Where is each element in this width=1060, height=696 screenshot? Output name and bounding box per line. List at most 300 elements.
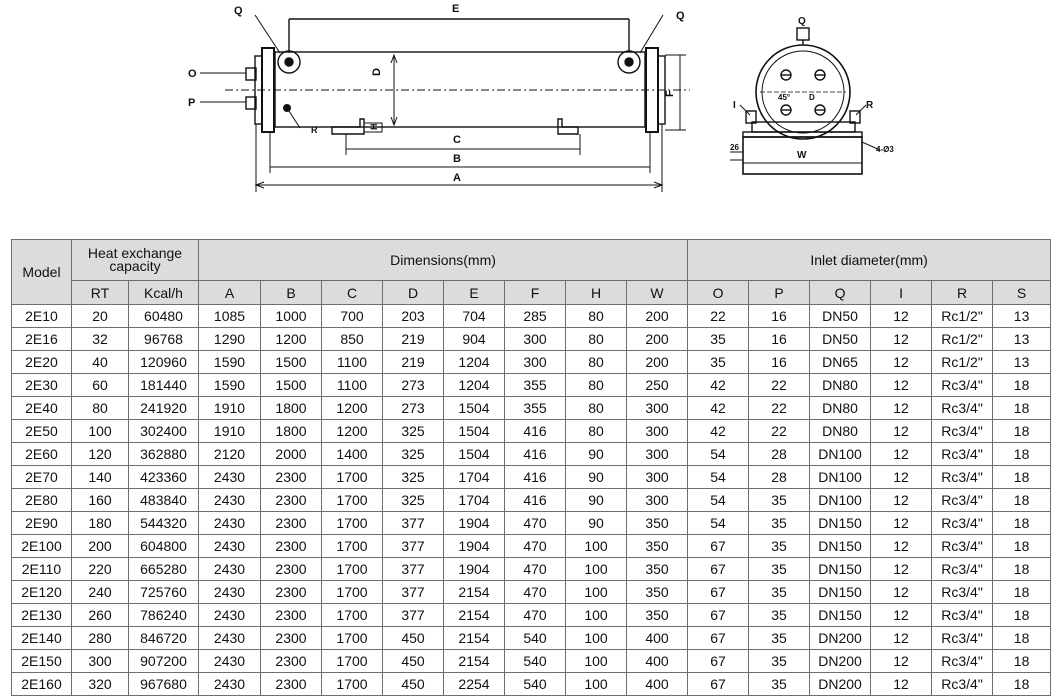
value-cell: 1904 [444, 535, 505, 558]
table-row [12, 604, 1051, 627]
value-cell: DN65 [810, 351, 871, 374]
value-cell: 67 [688, 581, 749, 604]
value-cell: 325 [383, 443, 444, 466]
value-cell: 400 [627, 673, 688, 696]
value-cell: 1800 [261, 397, 322, 420]
value-cell: 416 [505, 466, 566, 489]
label-end-hole: 4-Ø3 [876, 145, 894, 154]
value-cell: 1504 [444, 397, 505, 420]
value-cell: 12 [871, 351, 932, 374]
value-cell: 67 [688, 604, 749, 627]
value-cell: 12 [871, 512, 932, 535]
value-cell: DN80 [810, 397, 871, 420]
value-cell: 12 [871, 374, 932, 397]
value-cell: 1700 [322, 650, 383, 673]
header-inlet-col: O [688, 281, 749, 305]
value-cell: 377 [383, 535, 444, 558]
value-cell: 54 [688, 489, 749, 512]
value-cell: 18 [993, 673, 1051, 696]
value-cell: 2430 [199, 489, 261, 512]
table-row [12, 673, 1051, 696]
value-cell: DN200 [810, 650, 871, 673]
value-cell: 355 [505, 397, 566, 420]
value-cell: 12 [871, 650, 932, 673]
value-cell: 35 [688, 328, 749, 351]
model-cell: 2E50 [12, 420, 72, 443]
table-row [12, 466, 1051, 489]
value-cell: 42 [688, 397, 749, 420]
value-cell: 1000 [261, 305, 322, 328]
value-cell: 12 [871, 604, 932, 627]
header-dimension-col: A [199, 281, 261, 305]
label-c: C [453, 134, 461, 146]
value-cell: 35 [749, 489, 810, 512]
value-cell: 450 [383, 650, 444, 673]
value-cell: 35 [749, 512, 810, 535]
value-cell: Rc3/4" [932, 489, 993, 512]
value-cell: 28 [749, 443, 810, 466]
value-cell: 470 [505, 604, 566, 627]
value-cell: 18 [993, 604, 1051, 627]
value-cell: 1700 [322, 489, 383, 512]
header-dimension-col: D [383, 281, 444, 305]
value-cell: 470 [505, 558, 566, 581]
value-cell: 967680 [129, 673, 199, 696]
table-row [12, 443, 1051, 466]
table-row [12, 512, 1051, 535]
value-cell: 325 [383, 489, 444, 512]
label-end-r: R [866, 100, 874, 111]
value-cell: 2300 [261, 466, 322, 489]
value-cell: 1504 [444, 420, 505, 443]
value-cell: 80 [566, 305, 627, 328]
value-cell: 140 [72, 466, 129, 489]
value-cell: 2430 [199, 604, 261, 627]
value-cell: 850 [322, 328, 383, 351]
value-cell: 377 [383, 512, 444, 535]
value-cell: 16 [749, 351, 810, 374]
table-row [12, 328, 1051, 351]
value-cell: 604800 [129, 535, 199, 558]
label-e: E [452, 3, 460, 15]
value-cell: 2430 [199, 650, 261, 673]
value-cell: 35 [749, 673, 810, 696]
value-cell: 22 [688, 305, 749, 328]
value-cell: 1704 [444, 466, 505, 489]
value-cell: 300 [627, 466, 688, 489]
value-cell: 846720 [129, 627, 199, 650]
value-cell: 377 [383, 581, 444, 604]
value-cell: 1500 [261, 374, 322, 397]
value-cell: 203 [383, 305, 444, 328]
value-cell: 200 [627, 351, 688, 374]
value-cell: Rc3/4" [932, 673, 993, 696]
value-cell: 273 [383, 374, 444, 397]
value-cell: 1700 [322, 604, 383, 627]
value-cell: 2430 [199, 581, 261, 604]
value-cell: 60480 [129, 305, 199, 328]
value-cell: Rc1/2" [932, 351, 993, 374]
value-cell: 1700 [322, 581, 383, 604]
table-row [12, 489, 1051, 512]
model-cell: 2E30 [12, 374, 72, 397]
value-cell: 1504 [444, 443, 505, 466]
value-cell: 100 [566, 650, 627, 673]
header-capacity-group: Heat exchange capacity [72, 240, 199, 281]
value-cell: 300 [505, 351, 566, 374]
value-cell: 300 [627, 489, 688, 512]
value-cell: 1200 [322, 420, 383, 443]
table-row [12, 535, 1051, 558]
value-cell: 22 [749, 420, 810, 443]
table-row [12, 627, 1051, 650]
value-cell: DN150 [810, 604, 871, 627]
value-cell: 350 [627, 512, 688, 535]
value-cell: 12 [871, 673, 932, 696]
value-cell: 540 [505, 673, 566, 696]
value-cell: 2300 [261, 489, 322, 512]
label-h: H [369, 123, 379, 130]
value-cell: 2300 [261, 512, 322, 535]
value-cell: DN50 [810, 328, 871, 351]
value-cell: 1700 [322, 535, 383, 558]
value-cell: 325 [383, 466, 444, 489]
value-cell: 54 [688, 512, 749, 535]
value-cell: 2154 [444, 650, 505, 673]
value-cell: 80 [566, 420, 627, 443]
header-capacity-col: RT [72, 281, 129, 305]
value-cell: 544320 [129, 512, 199, 535]
model-cell: 2E16 [12, 328, 72, 351]
value-cell: 42 [688, 374, 749, 397]
table-row [12, 397, 1051, 420]
value-cell: DN100 [810, 443, 871, 466]
value-cell: Rc1/2" [932, 305, 993, 328]
value-cell: 12 [871, 558, 932, 581]
value-cell: 320 [72, 673, 129, 696]
value-cell: 2430 [199, 512, 261, 535]
value-cell: 300 [627, 397, 688, 420]
value-cell: 416 [505, 443, 566, 466]
value-cell: 2300 [261, 581, 322, 604]
value-cell: Rc3/4" [932, 535, 993, 558]
label-o: O [188, 68, 197, 80]
value-cell: 400 [627, 627, 688, 650]
value-cell: Rc3/4" [932, 627, 993, 650]
value-cell: 12 [871, 489, 932, 512]
value-cell: DN150 [810, 558, 871, 581]
model-cell: 2E60 [12, 443, 72, 466]
header-inlet-col: R [932, 281, 993, 305]
header-inlet-group: Inlet diameter(mm) [688, 240, 1051, 281]
value-cell: 80 [566, 397, 627, 420]
value-cell: 219 [383, 328, 444, 351]
value-cell: 300 [505, 328, 566, 351]
value-cell: 80 [566, 374, 627, 397]
label-end-q: Q [798, 16, 806, 27]
value-cell: 1400 [322, 443, 383, 466]
model-cell: 2E20 [12, 351, 72, 374]
value-cell: 22 [749, 374, 810, 397]
value-cell: 200 [72, 535, 129, 558]
value-cell: 18 [993, 374, 1051, 397]
value-cell: 28 [749, 466, 810, 489]
value-cell: 1100 [322, 374, 383, 397]
value-cell: Rc3/4" [932, 604, 993, 627]
value-cell: 35 [749, 604, 810, 627]
table-row [12, 558, 1051, 581]
value-cell: 241920 [129, 397, 199, 420]
value-cell: 470 [505, 581, 566, 604]
value-cell: 12 [871, 305, 932, 328]
value-cell: Rc3/4" [932, 443, 993, 466]
value-cell: 67 [688, 673, 749, 696]
value-cell: 2430 [199, 558, 261, 581]
header-dimension-col: W [627, 281, 688, 305]
value-cell: 1700 [322, 512, 383, 535]
label-end-d: D [809, 93, 815, 102]
value-cell: 18 [993, 443, 1051, 466]
label-a: A [453, 172, 461, 184]
value-cell: 2300 [261, 650, 322, 673]
value-cell: 100 [72, 420, 129, 443]
value-cell: 786240 [129, 604, 199, 627]
label-f: F [664, 90, 676, 97]
value-cell: 377 [383, 558, 444, 581]
header-inlet-col: P [749, 281, 810, 305]
value-cell: 35 [749, 627, 810, 650]
value-cell: 1910 [199, 397, 261, 420]
value-cell: Rc3/4" [932, 374, 993, 397]
value-cell: 13 [993, 351, 1051, 374]
header-dimension-col: C [322, 281, 383, 305]
label-end-26: 26 [730, 143, 739, 152]
value-cell: 2430 [199, 673, 261, 696]
value-cell: 35 [749, 558, 810, 581]
value-cell: 220 [72, 558, 129, 581]
value-cell: 273 [383, 397, 444, 420]
value-cell: 180 [72, 512, 129, 535]
value-cell: DN100 [810, 489, 871, 512]
table-row [12, 351, 1051, 374]
value-cell: 1910 [199, 420, 261, 443]
table-row [12, 581, 1051, 604]
value-cell: DN80 [810, 420, 871, 443]
value-cell: 1204 [444, 351, 505, 374]
value-cell: 540 [505, 650, 566, 673]
value-cell: 35 [749, 535, 810, 558]
value-cell: 355 [505, 374, 566, 397]
header-dimension-col: F [505, 281, 566, 305]
value-cell: Rc3/4" [932, 420, 993, 443]
table-row [12, 305, 1051, 328]
value-cell: 300 [627, 443, 688, 466]
value-cell: 40 [72, 351, 129, 374]
value-cell: 483840 [129, 489, 199, 512]
value-cell: 1704 [444, 489, 505, 512]
header-dimension-col: E [444, 281, 505, 305]
value-cell: 16 [749, 328, 810, 351]
value-cell: DN150 [810, 581, 871, 604]
value-cell: 240 [72, 581, 129, 604]
label-p: P [188, 97, 196, 109]
model-cell: 2E160 [12, 673, 72, 696]
value-cell: 350 [627, 581, 688, 604]
value-cell: Rc3/4" [932, 581, 993, 604]
value-cell: Rc3/4" [932, 558, 993, 581]
value-cell: DN200 [810, 627, 871, 650]
value-cell: 2430 [199, 466, 261, 489]
value-cell: 200 [627, 305, 688, 328]
model-cell: 2E150 [12, 650, 72, 673]
value-cell: 54 [688, 466, 749, 489]
value-cell: 1800 [261, 420, 322, 443]
value-cell: 2300 [261, 673, 322, 696]
model-cell: 2E120 [12, 581, 72, 604]
label-d: D [371, 68, 383, 76]
value-cell: DN200 [810, 673, 871, 696]
value-cell: 42 [688, 420, 749, 443]
value-cell: 18 [993, 581, 1051, 604]
value-cell: 35 [688, 351, 749, 374]
value-cell: 450 [383, 673, 444, 696]
spec-table [11, 239, 1051, 696]
value-cell: 100 [566, 673, 627, 696]
value-cell: 100 [566, 535, 627, 558]
model-cell: 2E70 [12, 466, 72, 489]
value-cell: 300 [627, 420, 688, 443]
value-cell: 18 [993, 535, 1051, 558]
label-q-left: Q [234, 5, 243, 17]
value-cell: DN100 [810, 466, 871, 489]
value-cell: 13 [993, 305, 1051, 328]
value-cell: 18 [993, 489, 1051, 512]
table-row [12, 374, 1051, 397]
value-cell: 416 [505, 420, 566, 443]
header-inlet-col: I [871, 281, 932, 305]
model-cell: 2E110 [12, 558, 72, 581]
value-cell: 12 [871, 397, 932, 420]
value-cell: 120960 [129, 351, 199, 374]
value-cell: 16 [749, 305, 810, 328]
header-inlet-col: Q [810, 281, 871, 305]
value-cell: 12 [871, 627, 932, 650]
value-cell: 18 [993, 420, 1051, 443]
value-cell: 90 [566, 489, 627, 512]
subheader-row [12, 281, 1051, 305]
value-cell: 377 [383, 604, 444, 627]
value-cell: 20 [72, 305, 129, 328]
value-cell: 67 [688, 558, 749, 581]
value-cell: 250 [627, 374, 688, 397]
label-b: B [453, 153, 461, 165]
value-cell: DN150 [810, 512, 871, 535]
value-cell: 1700 [322, 466, 383, 489]
value-cell: 904 [444, 328, 505, 351]
value-cell: 219 [383, 351, 444, 374]
value-cell: 67 [688, 535, 749, 558]
value-cell: 1204 [444, 374, 505, 397]
value-cell: 450 [383, 627, 444, 650]
model-cell: 2E10 [12, 305, 72, 328]
value-cell: 665280 [129, 558, 199, 581]
value-cell: 60 [72, 374, 129, 397]
value-cell: 18 [993, 512, 1051, 535]
value-cell: 90 [566, 466, 627, 489]
header-model: Model [12, 240, 72, 305]
value-cell: 1290 [199, 328, 261, 351]
value-cell: 350 [627, 558, 688, 581]
value-cell: 1200 [261, 328, 322, 351]
value-cell: 350 [627, 604, 688, 627]
value-cell: 1500 [261, 351, 322, 374]
value-cell: 32 [72, 328, 129, 351]
value-cell: 67 [688, 650, 749, 673]
label-end-i: I [733, 100, 736, 111]
label-end-w: W [797, 150, 807, 161]
value-cell: 700 [322, 305, 383, 328]
value-cell: 302400 [129, 420, 199, 443]
value-cell: 350 [627, 535, 688, 558]
model-cell: 2E90 [12, 512, 72, 535]
value-cell: 2300 [261, 604, 322, 627]
label-r: R [311, 125, 318, 135]
value-cell: 80 [72, 397, 129, 420]
value-cell: 1700 [322, 627, 383, 650]
model-cell: 2E40 [12, 397, 72, 420]
value-cell: 12 [871, 535, 932, 558]
value-cell: 12 [871, 466, 932, 489]
value-cell: 12 [871, 443, 932, 466]
value-cell: 704 [444, 305, 505, 328]
value-cell: 1700 [322, 558, 383, 581]
value-cell: 416 [505, 489, 566, 512]
value-cell: 725760 [129, 581, 199, 604]
value-cell: 181440 [129, 374, 199, 397]
header-inlet-col: S [993, 281, 1051, 305]
value-cell: DN50 [810, 305, 871, 328]
model-cell: 2E130 [12, 604, 72, 627]
label-end-angle: 45° [778, 93, 791, 102]
value-cell: 400 [627, 650, 688, 673]
table-row [12, 650, 1051, 673]
value-cell: 300 [72, 650, 129, 673]
value-cell: 1904 [444, 512, 505, 535]
value-cell: 2430 [199, 535, 261, 558]
header-dimensions-group: Dimensions(mm) [199, 240, 688, 281]
value-cell: 160 [72, 489, 129, 512]
value-cell: 80 [566, 328, 627, 351]
value-cell: 280 [72, 627, 129, 650]
value-cell: 2154 [444, 627, 505, 650]
value-cell: 100 [566, 627, 627, 650]
value-cell: 2254 [444, 673, 505, 696]
value-cell: 18 [993, 650, 1051, 673]
value-cell: 540 [505, 627, 566, 650]
value-cell: 470 [505, 512, 566, 535]
value-cell: 100 [566, 604, 627, 627]
value-cell: DN150 [810, 535, 871, 558]
value-cell: 1590 [199, 351, 261, 374]
value-cell: 35 [749, 650, 810, 673]
value-cell: 2430 [199, 627, 261, 650]
value-cell: 18 [993, 627, 1051, 650]
model-cell: 2E80 [12, 489, 72, 512]
value-cell: Rc3/4" [932, 512, 993, 535]
value-cell: 18 [993, 466, 1051, 489]
value-cell: 1700 [322, 673, 383, 696]
table-row [12, 420, 1051, 443]
